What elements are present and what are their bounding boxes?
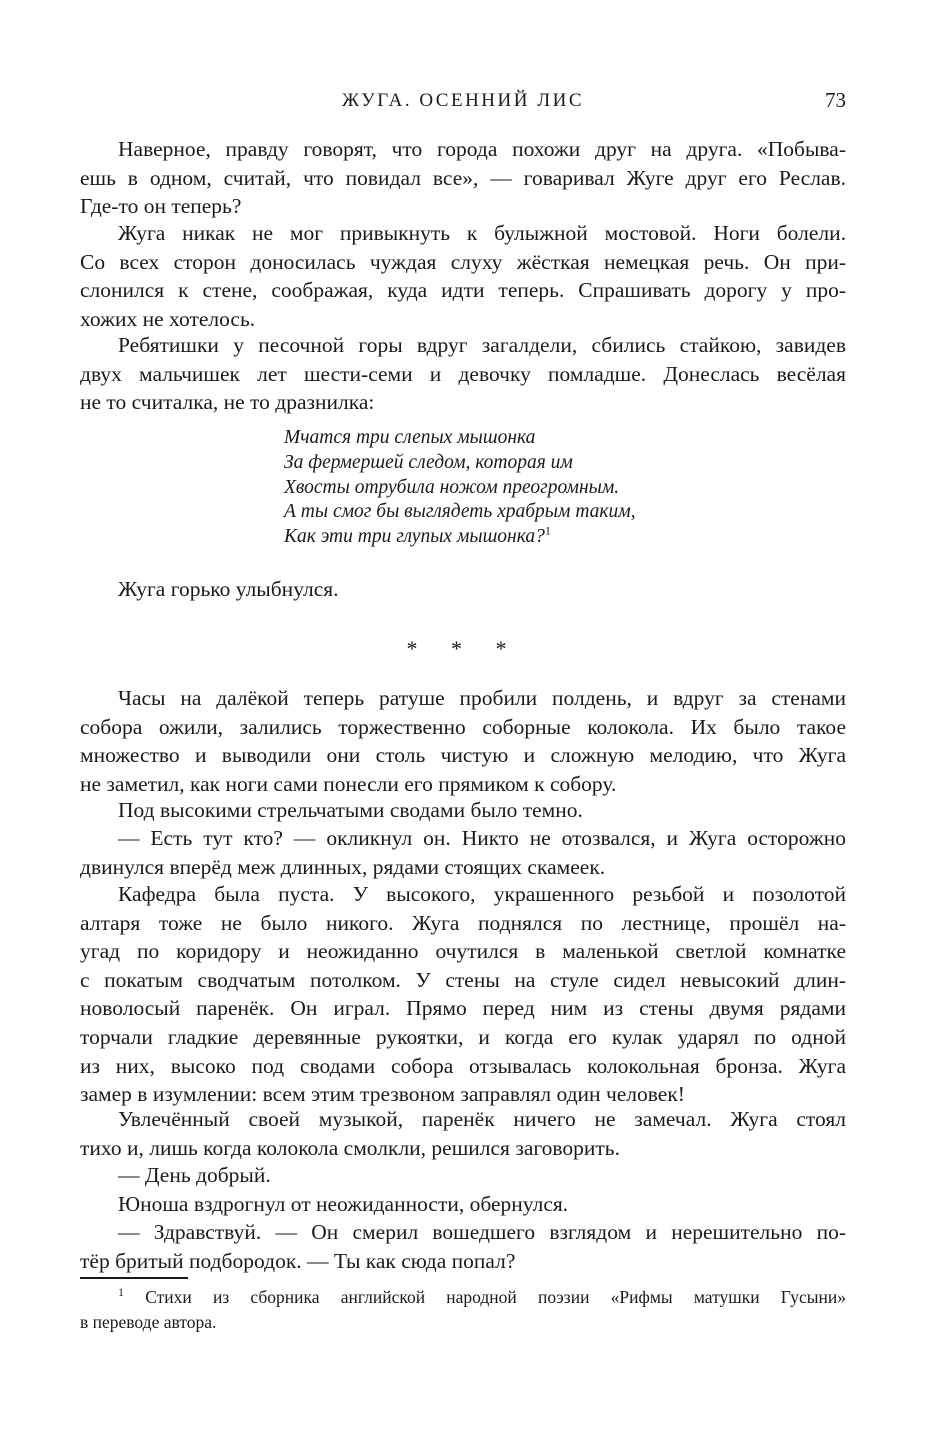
verse-line: Мчатся три слепых мышонка	[284, 427, 536, 448]
verse-line-text: Как эти три глупых мышонка?	[284, 526, 545, 548]
text-line: тихо и, лишь когда колокола смолкли, решился заговорить.	[80, 1135, 620, 1160]
text-line: слонился к стене, соображая, куда идти теперь. Спрашивать дорогу у про-	[80, 278, 846, 303]
footnote	[80, 1285, 846, 1335]
running-header	[80, 88, 846, 118]
footnote-rule	[80, 1277, 188, 1279]
text-line: двух мальчишек лет шести-семи и девочку помладше. Донеслась весёлая	[80, 361, 846, 386]
paragraph-9	[80, 1105, 846, 1162]
paragraph-2	[80, 219, 846, 333]
text-line: собора ожили, залились торжественно соборные колокола. Их было такое	[80, 714, 846, 739]
paragraph-3	[80, 331, 846, 417]
text-line: — Здравствуй. — Он смерил вошедшего взглядом и нерешительно по-	[118, 1220, 846, 1244]
paragraph-6	[80, 796, 846, 825]
page-number: 73	[825, 88, 846, 112]
text-line: Жуга никак не мог привыкнуть к булыжной мостовой. Ноги болели.	[118, 221, 846, 245]
text-line: угад по коридору и неожиданно очутился в маленькой светлой комнатке	[80, 939, 846, 964]
paragraph-12	[80, 1218, 846, 1275]
text-line: замер в изумлении: всем этим трезвоном заправлял один человек!	[80, 1082, 685, 1107]
text-line: тёр бритый подбородок. — Ты как сюда попал?	[80, 1248, 516, 1273]
text-line: Наверное, правду говорят, что города похожи друг на друга. «Побыва-	[118, 137, 846, 161]
verse-line	[284, 525, 636, 550]
text-line: с покатым сводчатым потолком. У стены на стуле сидел невысокий длин-	[80, 967, 846, 992]
text-line: Со всех сторон доносилась чуждая слуху жёсткая немецкая речь. Он при-	[80, 249, 846, 274]
text-line: Где-то он теперь?	[80, 194, 242, 219]
text-line: ешь в одном, считай, что повидал все», — говаривал Жуге друг его Реслав.	[80, 165, 846, 190]
text-line: двинулся вперёд меж длинных, рядами стоящих скамеек.	[80, 854, 606, 879]
text-line: — День добрый.	[118, 1163, 271, 1187]
footnote-line	[80, 1285, 846, 1310]
text-line: Часы на далёкой теперь ратуше пробили полдень, и вдруг за стенами	[118, 686, 846, 710]
text-line: торчали гладкие деревянные рукоятки, и когда его кулак ударял по одной	[80, 1024, 846, 1049]
text-line: хожих не хотелось.	[80, 306, 256, 331]
paragraph-8	[80, 880, 846, 1109]
text-line: Увлечённый своей музыкой, паренёк ничего не замечал. Жуга стоял	[118, 1107, 846, 1131]
text-line: Юноша вздрогнул от неожиданности, обернулся.	[118, 1192, 569, 1216]
paragraph-1	[80, 135, 846, 221]
text-line: не то считалка, не то дразнилка:	[80, 390, 375, 415]
verse-block	[284, 426, 636, 550]
verse-line: За фермершей следом, которая им	[284, 451, 573, 473]
text-line: новолосый паренёк. Он играл. Прямо перед ним из стены двумя рядами	[80, 996, 846, 1021]
text-line: Ребятишки у песочной горы вдруг загалдели, сбились стайкою, завидев	[118, 333, 846, 357]
section-separator: * * *	[406, 636, 521, 661]
verse-line: А ты смог бы выглядеть храбрым таким,	[284, 501, 636, 523]
verse-line: Хвосты отрубила ножом преогромным.	[284, 476, 620, 498]
paragraph-11	[80, 1190, 846, 1219]
text-line: алтаря тоже не было никого. Жуга поднялся по лестнице, прошёл на-	[80, 910, 846, 935]
text-line: из них, высоко под сводами собора отзывалась колокольная бронза. Жуга	[80, 1053, 846, 1078]
footnote-line: в переводе автора.	[80, 1312, 217, 1332]
running-title: ЖУГА. ОСЕННИЙ ЛИС	[342, 90, 584, 111]
paragraph-4	[80, 575, 846, 604]
text-line: Под высокими стрельчатыми сводами было темно.	[118, 798, 583, 822]
text-line: не заметил, как ноги сами понесли его прямиком к собору.	[80, 771, 617, 796]
footnote-marker: 1	[544, 523, 551, 538]
text-line: — Есть тут кто? — окликнул он. Никто не отозвался, и Жуга осторожно	[118, 826, 846, 850]
text-line: Жуга горько улыбнулся.	[118, 577, 339, 601]
paragraph-7	[80, 824, 846, 881]
text-line: Кафедра была пуста. У высокого, украшенного резьбой и позолотой	[118, 882, 846, 906]
paragraph-10	[80, 1161, 846, 1190]
footnote-text: Стихи из сборника английской народной поэзии «Рифмы матушки Гусыни»	[145, 1287, 846, 1307]
text-line: множество и выводили они столь чистую и сложную мелодию, что Жуга	[80, 743, 846, 768]
paragraph-5	[80, 684, 846, 798]
footnote-number: 1	[118, 1285, 124, 1300]
